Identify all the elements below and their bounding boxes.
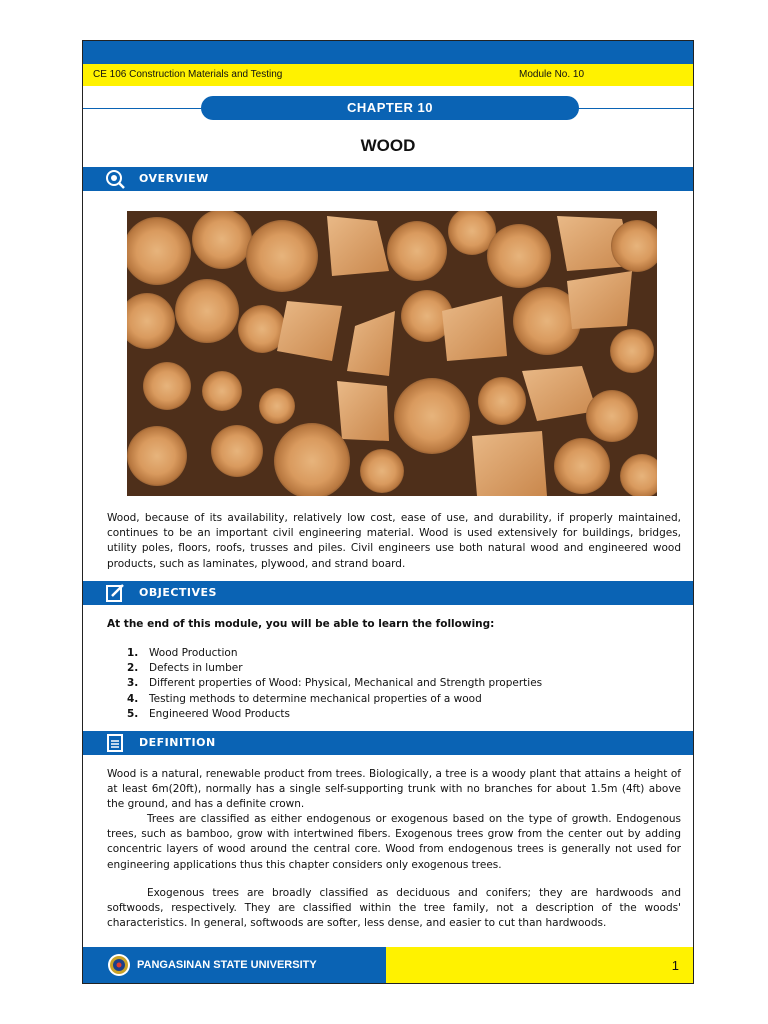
- list-number: 1.: [127, 647, 139, 659]
- page-title: WOOD: [360, 136, 416, 155]
- definition-paragraph-1: Wood is a natural, renewable product from trees. Biologically, a tree is a woody plant that attains a height of at least 6m(20ft), normally has a single self-supporting trunk with no branches for about 1.5m (4ft) above the ground, and has a definite crown.: [107, 768, 681, 811]
- list-number: 4.: [127, 692, 139, 705]
- definition-paragraph-3: Exogenous trees are broadly classified as deciduous and conifers; they are hardwoods and softwoods, respectively. They are classified within the tree family, not a description of the woods' characteristics. In general, softwoods are softer, less dense, and easier to cut than hardwoods.: [107, 887, 681, 930]
- overview-paragraph: Wood, because of its availability, relatively low cost, ease of use, and durability, if properly maintained, continues to be an important civil engineering material. Wood is used extensively for buildings, bridges, utility poles, floors, roofs, trusses and piles. Civil engineers use both natural wood and engineered wood products, such as laminates, plywood, and strand board.: [107, 512, 681, 570]
- page-number: 1: [671, 958, 679, 973]
- university-name: PANGASINAN STATE UNIVERSITY: [137, 959, 317, 971]
- log-pile-illustration: [127, 211, 657, 496]
- stacked-firewood-logs-photo: [127, 211, 657, 496]
- list-number: 5.: [127, 707, 139, 720]
- list-text: Testing methods to determine mechanical properties of a wood: [149, 692, 482, 705]
- list-text: Defects in lumber: [149, 662, 243, 675]
- list-item: [127, 661, 542, 676]
- pencil-edit-icon: [105, 583, 125, 603]
- overview-section-header: [83, 167, 693, 191]
- magnifier-icon: [105, 169, 125, 189]
- footer-yellow-band: [386, 947, 693, 983]
- objectives-heading: OBJECTIVES: [139, 586, 217, 599]
- objectives-lead: At the end of this module, you will be able to learn the following:: [107, 618, 495, 630]
- objectives-list: [127, 646, 542, 722]
- list-text: Engineered Wood Products: [149, 707, 290, 720]
- definition-heading: DEFINITION: [139, 736, 216, 749]
- module-number: Module No. 10: [519, 69, 585, 80]
- definition-paragraph-2: Trees are classified as either endogenous or exogenous based on the type of growth. Endogenous trees, such as bamboo, grow with intertwined fibers. Exogenous trees grow from the center out by adding concentric layers of wood around the central core. Wood from endogenous trees is generally not used for engineering applications thus this chapter considers only exogenous trees.: [107, 813, 681, 871]
- list-number: 2.: [127, 662, 139, 675]
- module-page: [82, 40, 694, 984]
- document-icon: [105, 733, 125, 753]
- list-text: Wood Production: [149, 647, 238, 659]
- definition-section-header: [83, 731, 693, 755]
- list-number: 3.: [127, 677, 139, 690]
- chapter-label: CHAPTER 10: [201, 96, 579, 120]
- course-title: CE 106 Construction Materials and Testing: [93, 69, 283, 80]
- list-item: [127, 707, 542, 722]
- course-header-bar: [83, 64, 693, 86]
- list-item: [127, 646, 542, 661]
- list-item: [127, 692, 542, 707]
- university-seal-logo: [107, 953, 131, 977]
- overview-heading: OVERVIEW: [139, 172, 209, 185]
- list-item: [127, 676, 542, 691]
- list-text: Different properties of Wood: Physical, Mechanical and Strength properties: [149, 677, 543, 690]
- objectives-section-header: [83, 581, 693, 605]
- top-header-band: [83, 41, 693, 64]
